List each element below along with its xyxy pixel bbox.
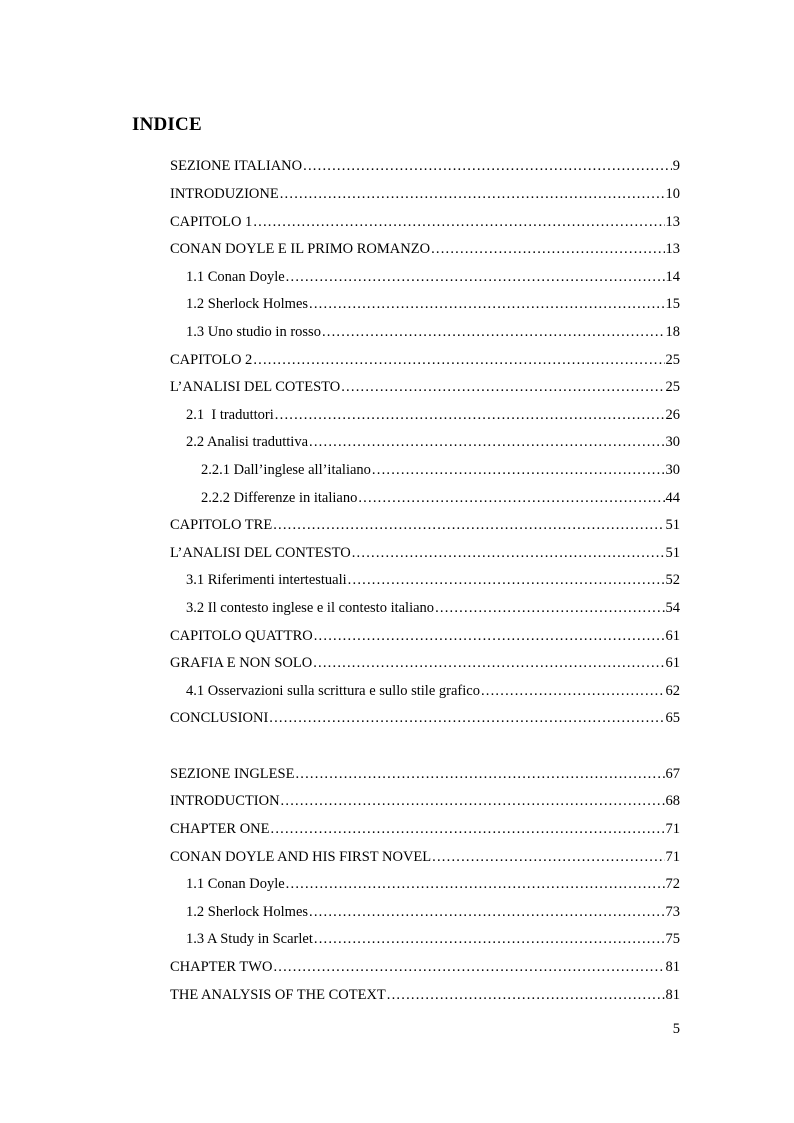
dot-leader: [314, 929, 665, 949]
toc-entry: [170, 239, 680, 259]
toc-entry-page: 65: [665, 710, 680, 726]
toc-entry-title: INTRODUCTION: [170, 793, 280, 809]
dot-leader: [271, 819, 665, 839]
toc-entry-page: 30: [665, 462, 680, 478]
toc-entry: [186, 929, 680, 949]
toc-entry: [170, 764, 680, 784]
toc-entry: [170, 377, 680, 397]
toc-entry-page: 68: [665, 793, 680, 809]
toc-entry: [170, 847, 680, 867]
toc-entry-title: 1.3 Uno studio in rosso: [186, 324, 321, 340]
toc-entry-title: 4.1 Osservazioni sulla scrittura e sullo stile grafico: [186, 683, 480, 699]
toc-entry-title: 2.2.2 Differenze in italiano: [201, 490, 358, 506]
toc-entry-title: L’ANALISI DEL CONTESTO: [170, 545, 351, 561]
toc-entry-page: 61: [665, 628, 680, 644]
toc-entry-title: CAPITOLO 1: [170, 214, 253, 230]
toc-entry-page: 30: [665, 434, 680, 450]
toc-entry-title: 1.1 Conan Doyle: [186, 269, 285, 285]
dot-leader: [352, 543, 665, 563]
toc-entry: [170, 791, 680, 811]
toc-entry: [186, 681, 680, 701]
toc-entry-page: 18: [665, 324, 680, 340]
toc-entry-page: 13: [665, 214, 680, 230]
dot-leader: [435, 598, 664, 618]
toc-entry: [170, 212, 680, 232]
toc-entry-title: CAPITOLO TRE: [170, 517, 273, 533]
toc-entry-title: SEZIONE ITALIANO: [170, 158, 303, 174]
toc-entry-page: 15: [665, 296, 680, 312]
dot-leader: [269, 708, 664, 728]
dot-leader: [387, 985, 665, 1005]
toc-entry: [201, 460, 680, 480]
toc-entry-page: 71: [665, 849, 680, 865]
toc-entry-page: 71: [665, 821, 680, 837]
toc-entry: [170, 543, 680, 563]
toc-entry-page: 75: [665, 931, 680, 947]
toc-entry-page: 44: [665, 490, 680, 506]
toc-entry: [186, 405, 680, 425]
toc-entry-title: CAPITOLO QUATTRO: [170, 628, 313, 644]
toc-entry-title: 1.2 Sherlock Holmes: [186, 296, 309, 312]
dot-leader: [253, 212, 664, 232]
dot-leader: [481, 681, 665, 701]
dot-leader: [314, 626, 665, 646]
toc-entry: [170, 708, 680, 728]
dot-leader: [431, 239, 664, 259]
dot-leader: [280, 184, 665, 204]
dot-leader: [303, 156, 672, 176]
dot-leader: [309, 294, 664, 314]
toc-entry-page: 13: [665, 241, 680, 257]
dot-leader: [348, 570, 665, 590]
toc-entry-title: CHAPTER TWO: [170, 959, 273, 975]
toc-entry-page: 67: [665, 766, 680, 782]
toc-entry: [170, 350, 680, 370]
toc-entry-page: 81: [665, 959, 680, 975]
toc-entry-page: 81: [665, 987, 680, 1003]
toc-entry-title: 2.2 Analisi traduttiva: [186, 434, 309, 450]
toc-entry: [170, 819, 680, 839]
toc-entry-title: CONAN DOYLE AND HIS FIRST NOVEL: [170, 849, 432, 865]
toc-entry-title: 2.2.1 Dall’inglese all’italiano: [201, 462, 371, 478]
toc-entry: [186, 432, 680, 452]
toc-entry-page: 73: [665, 904, 680, 920]
toc-entry-page: 14: [665, 269, 680, 285]
toc-entry: [170, 156, 680, 176]
dot-leader: [273, 515, 664, 535]
dot-leader: [273, 957, 664, 977]
toc-entry-page: 61: [665, 655, 680, 671]
toc-entry: [186, 267, 680, 287]
toc-entry-title: 2.1 I traduttori: [186, 407, 274, 423]
toc-entry-page: 62: [665, 683, 680, 699]
toc-entry-title: INTRODUZIONE: [170, 186, 279, 202]
dot-leader: [286, 874, 665, 894]
page-number: 5: [672, 1021, 680, 1037]
dot-leader: [432, 847, 664, 867]
toc-entry: [186, 570, 680, 590]
toc-entry-page: 72: [665, 876, 680, 892]
toc-entry-page: 26: [665, 407, 680, 423]
toc-entry-title: 1.2 Sherlock Holmes: [186, 904, 309, 920]
toc-entry: [201, 488, 680, 508]
page-title: INDICE: [132, 114, 202, 135]
dot-leader: [286, 267, 665, 287]
dot-leader: [275, 405, 665, 425]
toc-entry: [186, 598, 680, 618]
toc-entry: [170, 515, 680, 535]
dot-leader: [253, 350, 664, 370]
toc-entry-page: 10: [665, 186, 680, 202]
dot-leader: [372, 460, 665, 480]
toc-entry: [170, 985, 680, 1005]
toc-entry-title: 1.1 Conan Doyle: [186, 876, 285, 892]
toc-entry: [186, 322, 680, 342]
toc-entry: [170, 653, 680, 673]
toc-entry-page: 25: [665, 352, 680, 368]
toc-entry-page: 9: [672, 158, 680, 174]
toc-entry-title: 3.2 Il contesto inglese e il contesto italiano: [186, 600, 435, 616]
dot-leader: [281, 791, 665, 811]
dot-leader: [358, 488, 664, 508]
dot-leader: [341, 377, 664, 397]
toc-entry-page: 52: [665, 572, 680, 588]
toc-entry: [170, 626, 680, 646]
toc-entry-title: CHAPTER ONE: [170, 821, 270, 837]
dot-leader: [309, 902, 664, 922]
dot-leader: [309, 432, 664, 452]
toc-entry-page: 51: [665, 545, 680, 561]
toc-entry-page: 51: [665, 517, 680, 533]
toc-entry: [170, 957, 680, 977]
toc-entry-title: CONCLUSIONI: [170, 710, 269, 726]
toc-entry: [186, 874, 680, 894]
dot-leader: [295, 764, 664, 784]
toc-entry-page: 54: [665, 600, 680, 616]
toc-entry-title: THE ANALYSIS OF THE COTEXT: [170, 987, 386, 1003]
toc-entry: [186, 902, 680, 922]
toc-entry-title: L’ANALISI DEL COTESTO: [170, 379, 341, 395]
toc-entry-title: GRAFIA E NON SOLO: [170, 655, 313, 671]
toc-entry-title: 3.1 Riferimenti intertestuali: [186, 572, 347, 588]
toc-entry-title: CAPITOLO 2: [170, 352, 253, 368]
dot-leader: [322, 322, 665, 342]
toc-entry-title: SEZIONE INGLESE: [170, 766, 295, 782]
toc-entry-title: CONAN DOYLE E IL PRIMO ROMANZO: [170, 241, 431, 257]
toc-entry-title: 1.3 A Study in Scarlet: [186, 931, 313, 947]
toc-entry: [186, 294, 680, 314]
toc-entry: [170, 184, 680, 204]
dot-leader: [313, 653, 664, 673]
toc-entry-page: 25: [665, 379, 680, 395]
